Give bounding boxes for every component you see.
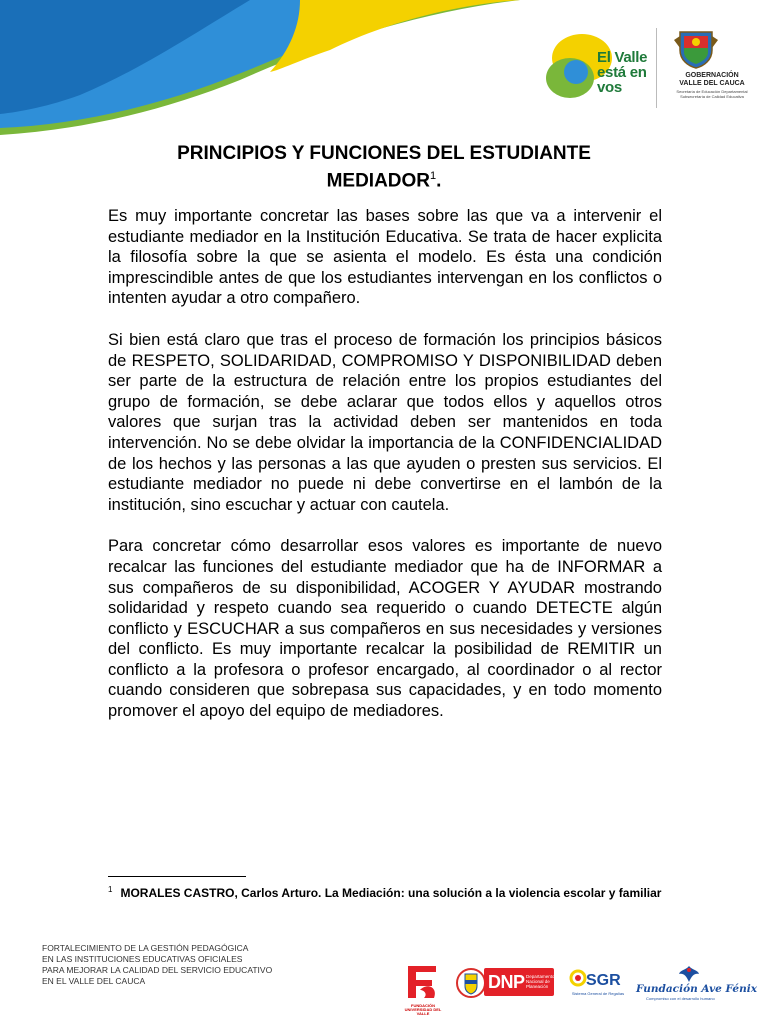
paragraph: Para concretar cómo desarrollar esos valores es importante de nuevo recalcar las funciones del estudiante mediador que ha de INFORMAR a sus compañeros de su disponibilidad, ACOGER Y AYUDAR mostrando solidaridad y respeto cuando sea requerido o cuando DETECTE algún conflicto y ESCUCHAR a sus compañeros en sus necesidades y versiones del conflicto. Es muy importante recalcar la posibilidad de REMITIR un conflicto a la profesora o profesor encargado, al coordinador o al rector cuando consideren que sobrepasa sus capacidades, y en todo momento promover el apoyo del equipo de mediadores. bbox=[108, 537, 662, 721]
paragraph: Si bien está claro que tras el proceso de formación los principios básicos de RESPETO, SOLIDARIDAD, COMPROMISO Y DISPONIBILIDAD deben ser parte de la estructura de relación entre los propios estudiantes del grupo de formación, se debe aclarar que todos ellos y aquellos otros valores que surjan tras la actividad deben ser mantenidos en toda intervención. No se debe olvidar la importancia de la CONFIDENCIALIDAD de los hechos y las personas a las que ayuden o presten sus servicios. El estudiante mediador no puede ni debe convertirse en el lambón de la institución, sino escuchar y actuar con cautela. bbox=[108, 330, 662, 514]
footer-line: EN LAS INSTITUCIONES EDUCATIVAS OFICIALES bbox=[42, 954, 243, 964]
document-body bbox=[108, 206, 662, 743]
sgr-subtitle: Sistema General de Regalías bbox=[571, 991, 625, 996]
brand-line: El Valle bbox=[597, 49, 648, 66]
paragraph: Es muy importante concretar las bases sobre las que va a intervenir el estudiante mediador en la Institución Educativa. Se trata de hacer explicita la filosofía sobre la que se asienta el modelo. Es ésta una condición imprescindible antes de que los estudiantes intervengan en los conflictos o intenten ayudar a otro compañero. bbox=[108, 207, 662, 308]
dnp-logo-text: DNP bbox=[488, 972, 525, 992]
footer-line: PARA MEJORAR LA CALIDAD DEL SERVICIO EDUCATIVO bbox=[42, 965, 273, 975]
footer-line: EN EL VALLE DEL CAUCA bbox=[42, 976, 146, 986]
gov-subtitle bbox=[662, 89, 762, 99]
document-title bbox=[108, 142, 660, 192]
footnote-number: 1 bbox=[108, 885, 113, 894]
title-line-1: PRINCIPIOS Y FUNCIONES DEL ESTUDIANTE bbox=[177, 143, 591, 164]
brand-line: está en bbox=[597, 64, 647, 81]
gov-name-line: VALLE DEL CAUCA bbox=[679, 80, 745, 87]
avefenix-logo-text: Fundación Ave Fénix bbox=[636, 983, 757, 995]
coat-of-arms-icon bbox=[674, 28, 718, 70]
footer-line: FORTALECIMIENTO DE LA GESTIÓN PEDAGÓGICA bbox=[42, 943, 249, 953]
footer-project-text bbox=[42, 943, 272, 987]
header-swoosh-graphic bbox=[0, 0, 520, 135]
footnote bbox=[108, 880, 668, 903]
phoenix-logo-icon bbox=[678, 964, 700, 984]
avefenix-subtitle: Compromiso con el desarrollo humano bbox=[646, 996, 715, 1001]
title-line-2 bbox=[108, 165, 660, 192]
footnote-reference: 1 bbox=[430, 170, 437, 182]
header-divider bbox=[656, 28, 657, 108]
univalle-label: FUNDACIÓN UNIVERSIDAD DEL VALLE bbox=[404, 1003, 442, 1016]
footnote-separator bbox=[108, 876, 246, 877]
gov-name-line: GOBERNACIÓN bbox=[685, 72, 739, 79]
dnp-subtitle: Departamento Nacional de Planeación bbox=[526, 974, 555, 989]
sgr-logo-text: SGR bbox=[586, 972, 621, 989]
gov-name bbox=[662, 72, 762, 88]
footnote-text: MORALES CASTRO, Carlos Arturo. La Mediación: una solución a la violencia escolar y familiar bbox=[120, 886, 662, 900]
gov-sub-line: Subsecretaría de Calidad Educativa bbox=[680, 94, 744, 99]
title-suffix: . bbox=[436, 170, 442, 192]
gov-sub-line: Secretaría de Educación Departamental bbox=[676, 89, 748, 94]
title-word: MEDIADOR bbox=[326, 170, 431, 192]
colombia-coat-of-arms-icon bbox=[456, 966, 486, 1000]
brand-text bbox=[597, 50, 647, 95]
brand-line: vos bbox=[597, 79, 622, 96]
